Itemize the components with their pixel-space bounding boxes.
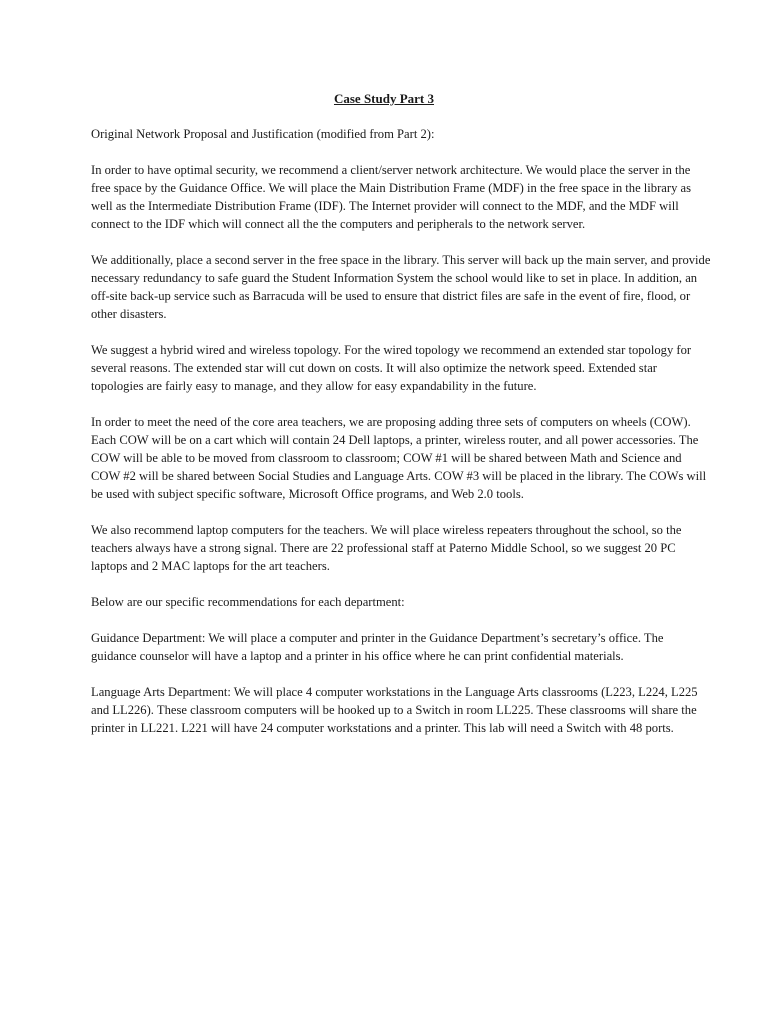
paragraph-cow: In order to meet the need of the core area teachers, we are proposing adding three sets of computers on wheels (COW). Each COW will be on a cart which will contain 24 Dell laptops, a printer, wireless router, and all power accessories. The COW will be able to be moved from classroom to classroom; COW #1 will be shared between Math and Science and COW #2 will be shared between Social Studies and Language Arts. COW #3 will be placed in the library. The COWs will be used with subject specific software, Microsoft Office programs, and Web 2.0 tools. bbox=[91, 415, 707, 501]
paragraph-topology: We suggest a hybrid wired and wireless topology. For the wired topology we recommend an extended star topology for several reasons. The extended star will cut down on costs. It will also optimize the network speed. Extended star topologies are fairly easy to manage, and they allow for easy expandability in the future. bbox=[91, 343, 692, 393]
paragraph-security: In order to have optimal security, we recommend a client/server network architecture. We would place the server in the free space by the Guidance Office. We will place the Main Distribution Frame (MDF) in the free space in the library as well as the Intermediate Distribution Frame (IDF). The Internet provider will connect to the MDF, and the MDF will connect to the IDF which will connect all the the computers and peripherals to the network server. bbox=[91, 163, 692, 231]
paragraph-teacher-laptops: We also recommend laptop computers for the teachers. We will place wireless repeaters throughout the school, so the teachers always have a strong signal. There are 22 professional staff at Paterno Middle School, so we suggest 20 PC laptops and 2 MAC laptops for the art teachers. bbox=[91, 523, 682, 573]
paragraph-intro: Original Network Proposal and Justification (modified from Part 2): bbox=[91, 127, 435, 141]
paragraph-language-arts: Language Arts Department: We will place 4 computer workstations in the Language Arts classrooms (L223, L224, L225 and LL226). These classroom computers will be hooked up to a Switch in room LL225. These classrooms will share the printer in LL221. L221 will have 24 computer workstations and a printer. This lab will need a Switch with 48 ports. bbox=[91, 685, 698, 735]
paragraph-backup-server: We additionally, place a second server in the free space in the library. This server will back up the main server, and provide necessary redundancy to safe guard the Student Information System the school would like to set in place. In addition, an off-site back-up service such as Barracuda will be used to ensure that district files are safe in the event of fire, flood, or other disasters. bbox=[91, 253, 711, 321]
document-title: Case Study Part 3 bbox=[333, 91, 435, 106]
paragraph-recommendations-intro: Below are our specific recommendations for each department: bbox=[91, 595, 405, 609]
paragraph-guidance: Guidance Department: We will place a computer and printer in the Guidance Department’s secretary’s office. The guidance counselor will have a laptop and a printer in his office where he can print confidential materials. bbox=[91, 631, 664, 663]
document-body bbox=[91, 125, 711, 755]
